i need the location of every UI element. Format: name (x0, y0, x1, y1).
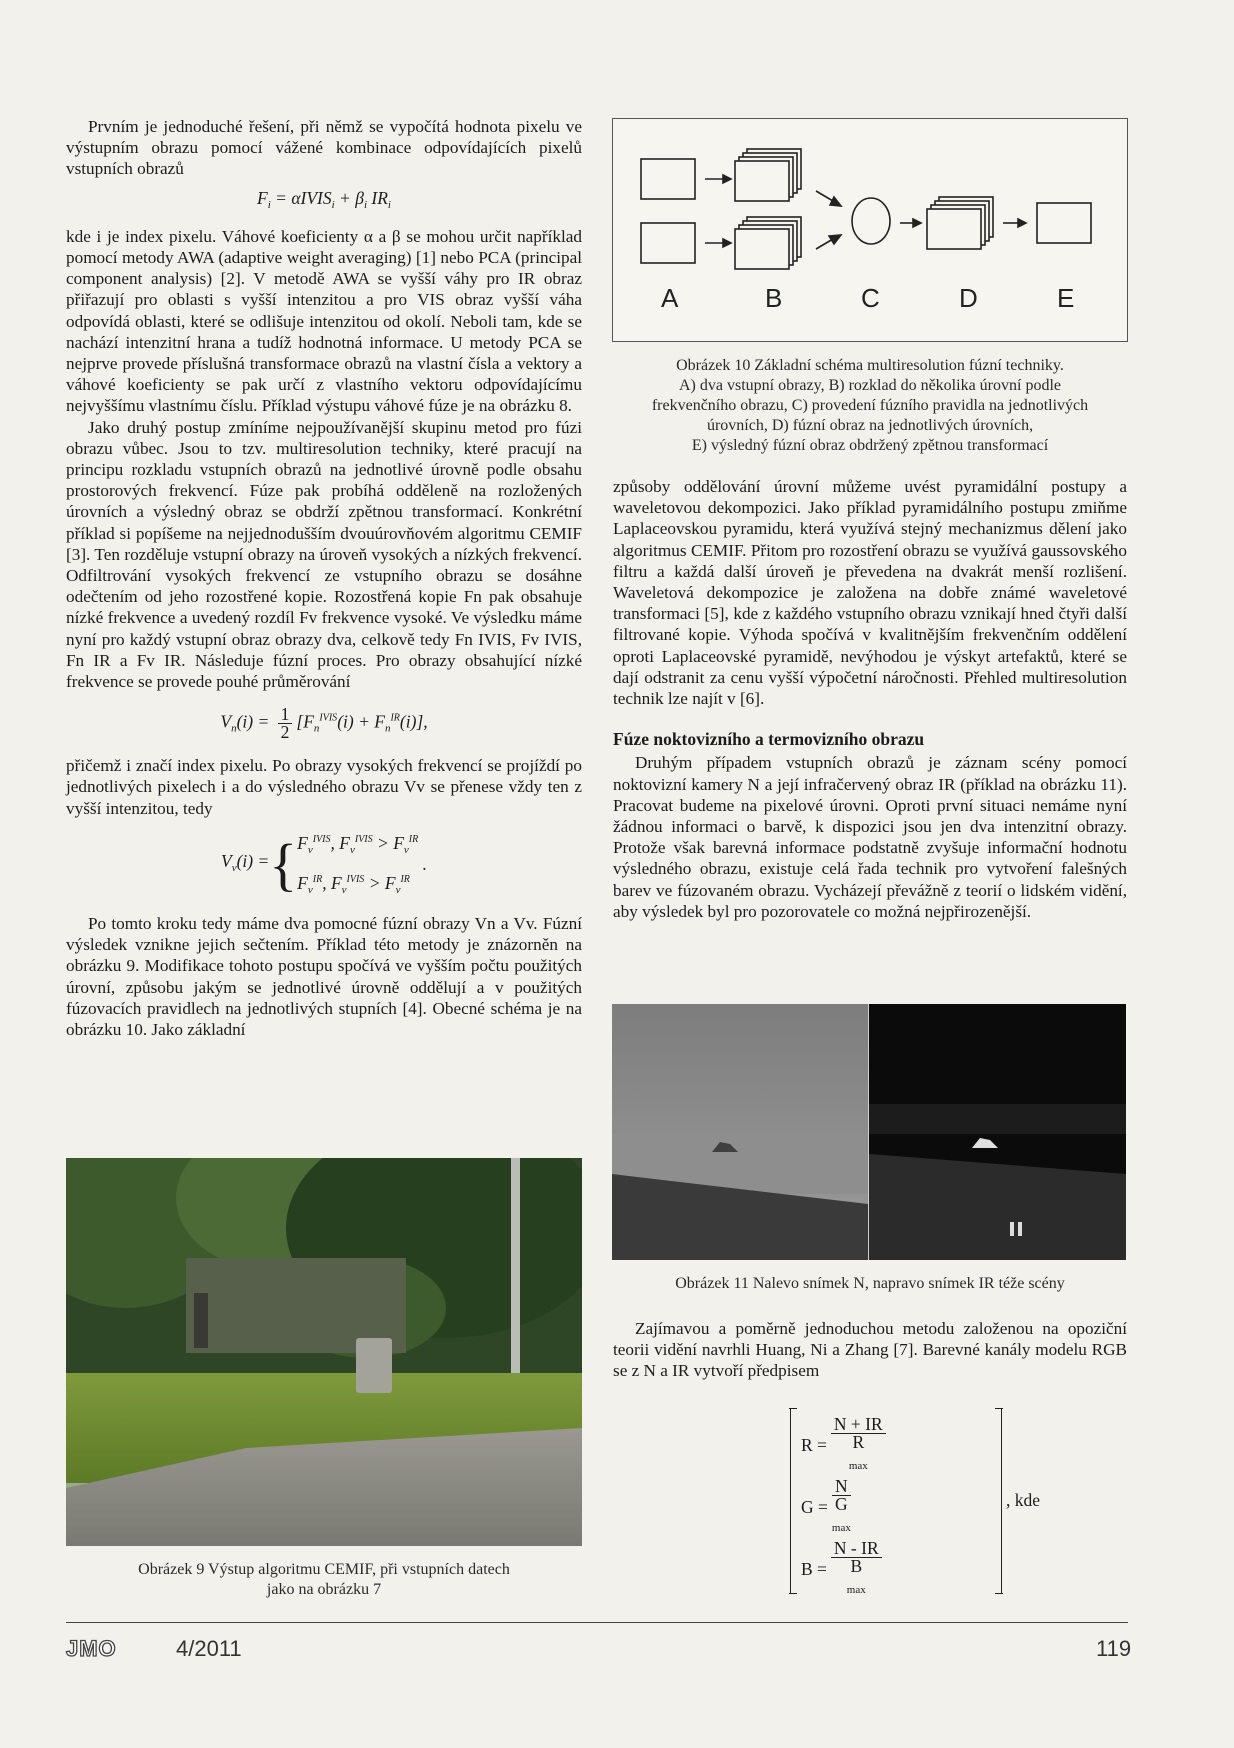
paragraph: Prvním je jednoduché řešení, při němž se vypočítá hodnota pixelu ve výstupním obrazu pomocí vážené kombinace odpovídajících pixelů vstupních obrazů (66, 117, 582, 179)
figure11-photos (612, 1004, 1126, 1260)
page-number: 119 (1096, 1636, 1132, 1661)
formula-average: $V_n(i)$ = $\frac{1}{2}$ $[F_n^{IVIS}(i) + F_n^{IR}(i)]$, (220, 704, 428, 743)
label-b: B (765, 283, 783, 313)
label-d: D (959, 283, 978, 313)
figure9-caption (66, 1560, 582, 1600)
left-column (66, 116, 582, 1040)
formula-select: $V_v(i)$ = { $F_v^{IVIS}$, $F_v^{IVIS} > F_v^{IR}$ $F_v^{IR}$, $F_v^{IVIS} > F_v^{IR}$ . (221, 832, 427, 898)
label-e: E (1057, 283, 1075, 313)
caption-line: frekvenčního obrazu, C) provedení fúzního pravidla na jednotlivých (651, 397, 1089, 414)
figure10-caption (612, 356, 1128, 456)
figure10-diagram (612, 118, 1128, 342)
journal-logo: JMO (66, 1636, 117, 1661)
figure11-caption: Obrázek 11 Nalevo snímek N, napravo snímek IR téže scény (675, 1275, 1065, 1292)
paragraph: přičemž i značí index pixelu. Po obrazy vysokých frekvencí se projíždí po jednotlivých pixelech i a do výsledného obrazu Vv se přenese vždy ten z vyšší intenzitou, tedy (66, 756, 582, 818)
paragraph: Jako druhý postup zmíníme nejpoužívanější skupinu metod pro fúzi obrazu vůbec. Jsou to tzv. multiresolution techniky, které pracují na principu rozkladu vstupních obrazů na jednotlivé úrovně podle obsahu prostorových frekvencí. Fúze pak probíhá odděleně na rozložených úrovních a výsledný obraz se obdrží zpětnou transformací. Konkrétní příklad si popíšeme na nejjednodušším dvouúrovňovém algoritmu CEMIF [3]. Ten rozděluje vstupní obrazy na úroveň vysokých a nízkých frekvencí. Odfiltrování vysokých frekvencí ze vstupního obrazu se dosáhne odečtením od jeho rozostřené kopie. Rozostřená kopie Fn pak obsahuje nízké frekvence a uvedený rozdíl Fv frekvence vysoké. Ve výsledku máme nyní pro každý vstupní obraz obrazy dva, celkově tedy Fn IVIS, Fv IVIS, Fn IR a Fv IR. Následuje fúzní proces. Pro obrazy obsahující nízké frekvence se provede pouhé průměrování (66, 417, 582, 692)
caption-line: jako na obrázku 7 (266, 1581, 382, 1598)
paragraph: kde i je index pixelu. Váhové koeficienty α a β se mohou určit například pomocí metody AWA (adaptive weight averaging) [1] nebo PCA (principal component analysis) [2]. V metodě AWA se vyšší váhy pro IR obraz přiřazují pro oblasti s vyšší intenzitou a pro VIS obraz vyšší váha odpovídá oblasti, které se odlišuje intenzitou od okolí. Neboli tam, kde se nachází intenzitní hrana a tudíž hodnotná informace. U metody PCA se nejprve provede příslušná transformace obrazů na vlastní čísla a vektory a váhové koeficienty se pak určí z vlastního vektoru odpovídajícímu nejvyššímu vlastnímu číslu. Příklad výstupu váhové fúze je na obrázku 8. (66, 226, 582, 416)
paragraph: Zajímavou a poměrně jednoduchou metodu založenou na opoziční teorii vidění navrhli Huang, Ni a Zhang [7]. Barevné kanály modelu RGB se z N a IR vytvoří předpisem (613, 1319, 1127, 1381)
caption-line: A) dva vstupní obrazy, B) rozklad do několika úrovní podle (679, 377, 1061, 394)
row-b: B = N - IR B $_{max}$ (801, 1540, 886, 1599)
right-column (613, 476, 1127, 922)
label-c: C (861, 283, 880, 313)
paragraph: způsoby oddělování úrovní můžeme uvést pyramidální postupy a waveletovou dekompozici. Jako příklad pyramidálního postupu zmiňme Laplaceovskou pyramidu, která využívá stejný mechanizmus dělení jako algoritmus CEMIF. Přitom pro rozostření obrazu se využívá gaussovského filtru a každá další úroveň je převedena na dvakrát menší rozlišení. Waveletová dekompozice je založena na dobře známé waveletové transformaci [5], kde z každého vstupního obrazu vznikají hned čtyři další filtrované kopie. Výhoda spočívá v kvalitnějším frekvenčním oddělení oproti Laplaceovské pyramidě, nevýhodou je výskyt artefaktů, které se dají odstranit za cenu vyšší výpočetní náročnosti. Přehled multiresolution technik lze najít v [6]. (613, 477, 1127, 709)
issue-number: 4/2011 (176, 1636, 242, 1661)
row-g: G = N G $_{max}$ (801, 1476, 851, 1534)
caption-line: Obrázek 9 Výstup algoritmu CEMIF, při vstupních datech (138, 1561, 510, 1578)
caption-line: úrovních, D) fúzní obraz na jednotlivých úrovních, (706, 417, 1034, 434)
right-column-bottom (613, 1318, 1127, 1382)
caption-line: E) výsledný fúzní obraz obdržený zpětnou transformací (691, 437, 1049, 454)
footer-rule (66, 1622, 1128, 1623)
section-heading: Fúze noktovizního a termovizního obrazu (613, 729, 925, 750)
park-photo (66, 1158, 582, 1546)
formula-weighted: $F_i$ = αIVIS$_i$ + $\beta_i$ $IR_i$ (257, 187, 391, 211)
row-r: R = N + IR R $_{max}$ (801, 1416, 890, 1475)
rgb-formula-matrix (790, 1408, 1002, 1594)
paragraph: Druhým případem vstupních obrazů je záznam scény pomocí noktovizní kamery N a její infračervený obraz IR (příklad na obrázku 11). Pracovat budeme na pixelové úrovni. Oproti první situaci nemáme nyní žádnou informaci o barvě, k dispozici jsou jen dva intenzitní obrazy. Protože však barevná informace podstatně zvyšuje informační hodnotu výsledného obrazu, existuje celá řada technik pro vytvoření falešných barev ve fúzovaném obrazu. Vycházejí převážně z teorií o lidském vidění, aby výsledek byl pro pozorovatele co možná nejpřirozenější. (613, 753, 1127, 921)
label-a: A (661, 283, 679, 313)
paragraph: Po tomto kroku tedy máme dva pomocné fúzní obrazy Vn a Vv. Fúzní výsledek vznikne jejich sečtením. Příklad této metody je znázorněn na obrázku 9. Modifikace tohoto postupu spočívá ve vyšším počtu použitých úrovní, způsobu jakým se jednotlivé úrovně oddělují a v použitých fúzovacích pravidlech na jednotlivých stupních [4]. Obecné schéma je na obrázku 10. Jako základní (66, 913, 582, 1039)
matrix-suffix: , kde (1006, 1490, 1041, 1510)
caption-line: Obrázek 10 Základní schéma multiresolution fúzní techniky. (676, 357, 1064, 374)
